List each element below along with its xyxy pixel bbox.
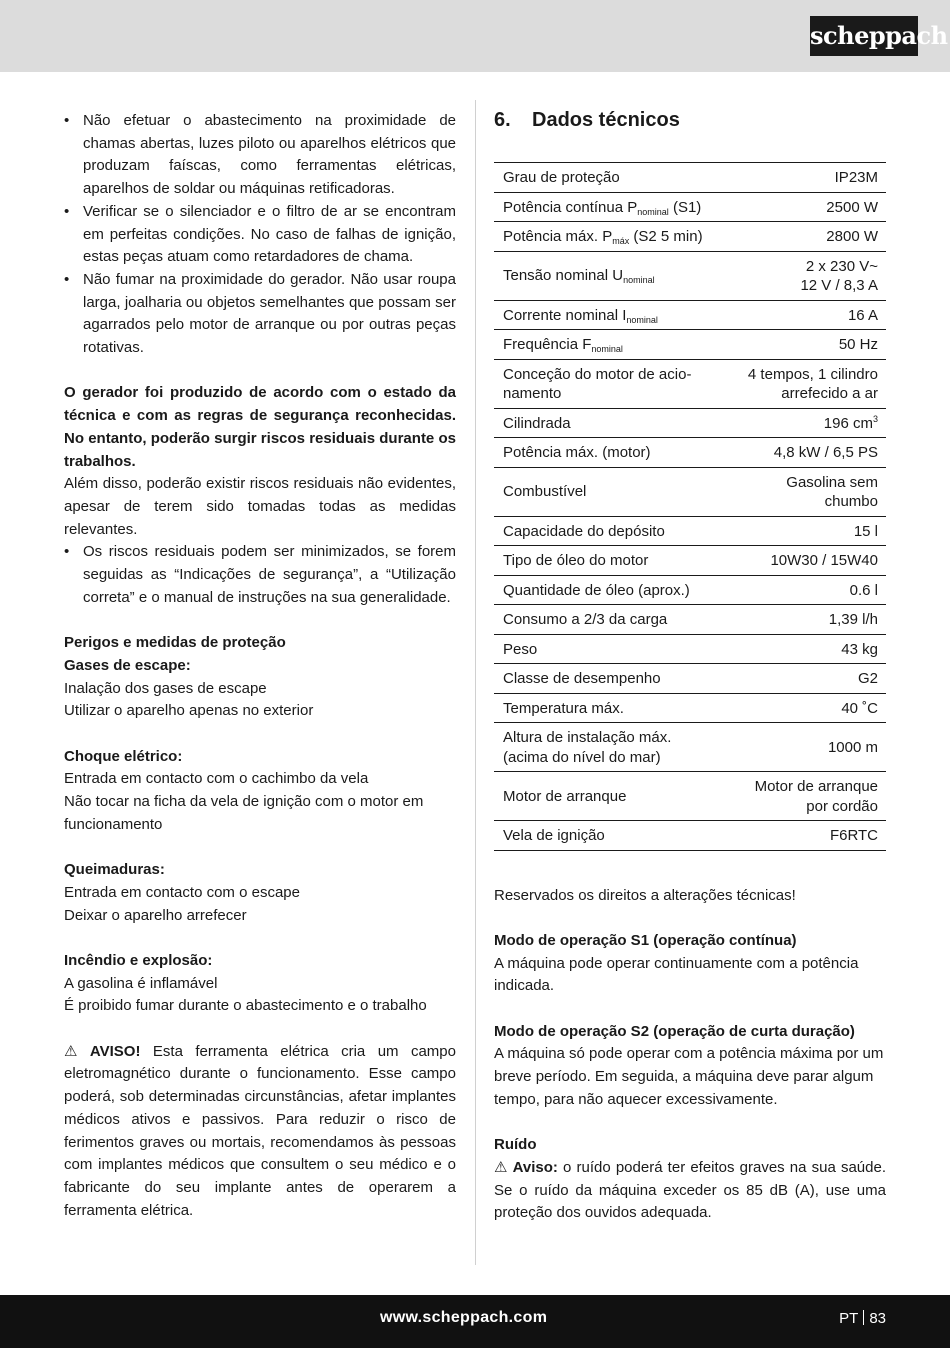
section-title bbox=[494, 108, 886, 132]
spec-value: 1000 m bbox=[724, 723, 886, 772]
spec-value: 0.6 l bbox=[724, 575, 886, 605]
spec-label: Tipo de óleo do motor bbox=[494, 546, 724, 576]
fire-line: A gasolina é inflamável bbox=[64, 974, 218, 992]
spec-value: 2800 W bbox=[724, 222, 886, 252]
spec-row bbox=[494, 664, 886, 694]
burns-line: Deixar o aparelho arrefecer bbox=[64, 906, 247, 924]
spec-value: 2 x 230 V~ 12 V / 8,3 A bbox=[724, 251, 886, 300]
spec-label: Potência máx. $P_{máx}$ (S2 5 min) bbox=[494, 222, 724, 252]
emf-warning bbox=[64, 1041, 456, 1223]
noise-label: Aviso: bbox=[512, 1158, 558, 1176]
column-divider bbox=[475, 100, 476, 1265]
spec-row bbox=[494, 251, 886, 300]
spec-label: Cilindrada bbox=[494, 408, 724, 438]
spec-label: Temperatura máx. bbox=[494, 693, 724, 723]
footer-band bbox=[0, 1295, 950, 1348]
shock-line: Não tocar na ficha da vela de ignição com o motor em funcionamento bbox=[64, 793, 424, 833]
page-indicator bbox=[839, 1310, 886, 1327]
spec-label: Consumo a 2/3 da carga bbox=[494, 605, 724, 635]
spec-table bbox=[494, 162, 886, 851]
spec-row bbox=[494, 693, 886, 723]
s1-heading: Modo de operação S1 (operação contínua) bbox=[494, 931, 797, 949]
s2-text: A máquina só pode operar com a potência máxima por um breve período. Em seguida, a máquina deve parar algum tempo, para não aquecer excessivamente. bbox=[494, 1045, 884, 1108]
spec-label: Corrente nominal $I_{nominal}$ bbox=[494, 300, 724, 330]
exhaust-line: Utilizar o aparelho apenas no exterior bbox=[64, 702, 314, 720]
spec-label: Peso bbox=[494, 634, 724, 664]
page-number: 83 bbox=[869, 1310, 886, 1327]
bullet-item: • Os riscos residuais podem ser minimizados, se forem seguidas as “Indicações de segurança”, a “Utilização correta” e o manual de instruções na sua generalidade. bbox=[64, 541, 456, 609]
spec-value: G2 bbox=[724, 664, 886, 694]
spec-value: 4,8 kW / 6,5 PS bbox=[724, 438, 886, 468]
spec-value: 40 ˚C bbox=[724, 693, 886, 723]
noise-text: o ruído poderá ter efeitos graves na sua saúde. Se o ruído da máquina exceder os 85 dB (A), use uma proteção dos ouvidos adequada. bbox=[494, 1158, 886, 1222]
spec-label: Potência contínua $P_{nominal}$ (S1) bbox=[494, 192, 724, 222]
spec-label: Conceção do motor de acio- namento bbox=[494, 359, 724, 408]
bullet-item: • Verificar se o silenciador e o filtro de ar se encontram em perfeitas condições. No caso de falhas de ignição, estas peças atuam como retardadores de chama. bbox=[64, 201, 456, 269]
spec-label: Classe de desempenho bbox=[494, 664, 724, 694]
header-band bbox=[0, 0, 950, 72]
spec-label: Motor de arranque bbox=[494, 772, 724, 821]
s1-text: A máquina pode operar continuamente com a potência indicada. bbox=[494, 954, 859, 995]
fire-line: É proibido fumar durante o abastecimento e o trabalho bbox=[64, 997, 427, 1015]
spec-value: 4 tempos, 1 cilindro arrefecido a ar bbox=[724, 359, 886, 408]
spec-value: Motor de arranque por cordão bbox=[724, 772, 886, 821]
right-column bbox=[494, 108, 886, 1225]
spec-value: Gasolina sem chumbo bbox=[724, 467, 886, 516]
spec-value: 10W30 / 15W40 bbox=[724, 546, 886, 576]
spec-value: 16 A bbox=[724, 300, 886, 330]
spec-label: Quantidade de óleo (aprox.) bbox=[494, 575, 724, 605]
burns-heading: Queimaduras: bbox=[64, 861, 165, 879]
reserved-note: Reservados os direitos a alterações técnicas! bbox=[494, 886, 796, 904]
section-title-text: Dados técnicos bbox=[532, 109, 680, 131]
residual-risk-text: Além disso, poderão existir riscos residuais não evidentes, apesar de terem sido tomadas todas as medidas relevantes. bbox=[64, 475, 456, 538]
spec-row bbox=[494, 222, 886, 252]
bullet-item: • Não fumar na proximidade do gerador. Não usar roupa larga, joalharia ou objetos semelhantes que possam ser agarrados pelo motor de arranque ou por outras peças rotativas. bbox=[64, 269, 456, 360]
spec-row bbox=[494, 163, 886, 193]
warning-text: Esta ferramenta elétrica cria um campo eletromagnético durante o funcionamento. Esse campo poderá, sob determinadas circunstâncias, afetar implantes médicos ativos e passivos. Para reduzir o risco de ferimentos graves ou mortais, recomendamos às pessoas com implantes médicos que consultem o seu médico e o fabricante do seu implante antes de operarem a ferramenta elétrica. bbox=[64, 1042, 456, 1219]
shock-heading: Choque elétrico: bbox=[64, 747, 183, 765]
spec-label: Altura de instalação máx. (acima do nível do mar) bbox=[494, 723, 724, 772]
spec-row bbox=[494, 516, 886, 546]
spec-row bbox=[494, 192, 886, 222]
spec-row bbox=[494, 438, 886, 468]
safety-bullets bbox=[64, 110, 456, 360]
warning-icon: ⚠ bbox=[64, 1042, 78, 1060]
section-number: 6. bbox=[494, 109, 511, 131]
shock-line: Entrada em contacto com o cachimbo da vela bbox=[64, 770, 369, 788]
spec-value: IP23M bbox=[724, 163, 886, 193]
spec-row bbox=[494, 723, 886, 772]
spec-label: Frequência $F_{nominal}$ bbox=[494, 330, 724, 360]
spec-row bbox=[494, 300, 886, 330]
brand-logo: scheppach bbox=[810, 16, 918, 56]
exhaust-line: Inalação dos gases de escape bbox=[64, 679, 267, 697]
spec-row bbox=[494, 575, 886, 605]
spec-label: Potência máx. (motor) bbox=[494, 438, 724, 468]
spec-row bbox=[494, 359, 886, 408]
spec-row bbox=[494, 330, 886, 360]
noise-heading: Ruído bbox=[494, 1136, 537, 1154]
spec-row bbox=[494, 821, 886, 851]
left-column bbox=[64, 110, 456, 1222]
exhaust-heading: Gases de escape: bbox=[64, 656, 191, 674]
spec-row bbox=[494, 467, 886, 516]
spec-value: 2500 W bbox=[724, 192, 886, 222]
separator bbox=[863, 1310, 864, 1325]
state-of-art-text: O gerador foi produzido de acordo com o estado da técnica e com as regras de segurança reconhecidas. No entanto, poderão surgir riscos residuais durante os trabalhos. bbox=[64, 384, 456, 470]
spec-label: Tensão nominal $U_{nominal}$ bbox=[494, 251, 724, 300]
residual-bullets bbox=[64, 541, 456, 609]
spec-row bbox=[494, 772, 886, 821]
spec-value: 15 l bbox=[724, 516, 886, 546]
warning-label: AVISO! bbox=[89, 1042, 141, 1060]
spec-value: 1,39 l/h bbox=[724, 605, 886, 635]
burns-line: Entrada em contacto com o escape bbox=[64, 883, 300, 901]
spec-label: Combustível bbox=[494, 467, 724, 516]
fire-heading: Incêndio e explosão: bbox=[64, 951, 213, 969]
spec-label: Grau de proteção bbox=[494, 163, 724, 193]
spec-row bbox=[494, 634, 886, 664]
s2-heading: Modo de operação S2 (operação de curta duração) bbox=[494, 1022, 855, 1040]
spec-value: 43 kg bbox=[724, 634, 886, 664]
bullet-item: • Não efetuar o abastecimento na proximidade de chamas abertas, luzes piloto ou aparelhos elétricos que produzam faíscas, como ferramentas elétricas, aparelhos de soldar ou máquinas retificadoras. bbox=[64, 110, 456, 201]
spec-row bbox=[494, 408, 886, 438]
warning-icon: ⚠ bbox=[494, 1158, 508, 1176]
spec-value: 196 $cm^3$ bbox=[724, 408, 886, 438]
dangers-heading: Perigos e medidas de proteção bbox=[64, 634, 286, 652]
noise-warning bbox=[494, 1157, 886, 1225]
spec-label: Capacidade do depósito bbox=[494, 516, 724, 546]
spec-label: Vela de ignição bbox=[494, 821, 724, 851]
spec-value: F6RTC bbox=[724, 821, 886, 851]
spec-value: 50 Hz bbox=[724, 330, 886, 360]
language-code: PT bbox=[839, 1310, 859, 1327]
website-link[interactable]: www.scheppach.com bbox=[380, 1309, 548, 1326]
spec-row bbox=[494, 605, 886, 635]
spec-row bbox=[494, 546, 886, 576]
